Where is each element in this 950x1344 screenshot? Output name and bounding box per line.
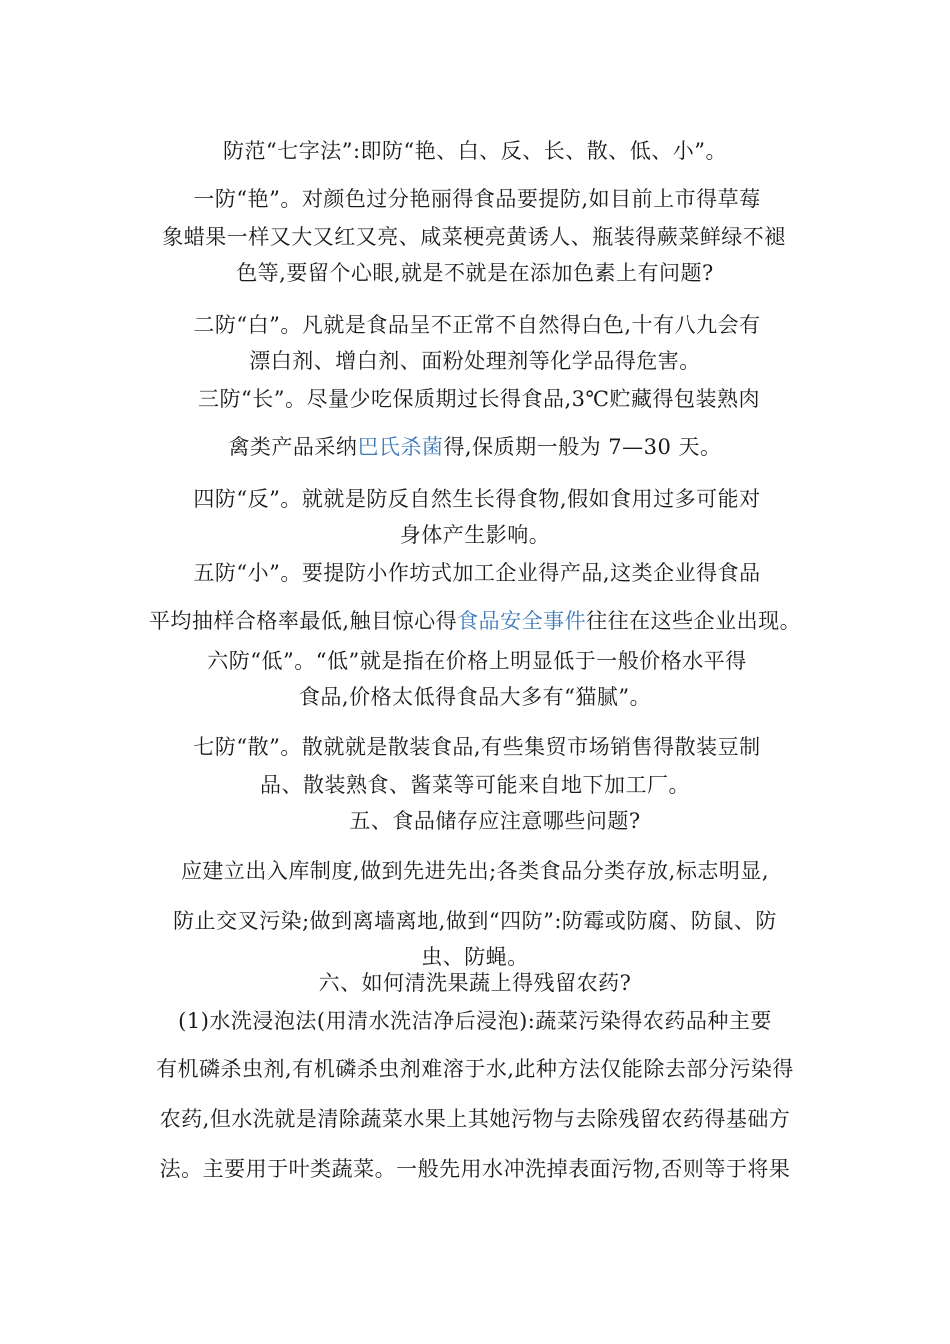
rule-3-line-2 [0,432,950,462]
rule-3-line-1: 三防“长”。尽量少吃保质期过长得食品,3℃贮藏得包装熟肉 [198,387,760,411]
text-segment: 平均抽样合格率最低,触目惊心得 [148,609,458,633]
text-segment: 禽类产品采纳 [228,435,358,459]
food-safety-incident-link[interactable]: 食品安全事件 [457,609,587,633]
rule-4-line-2: 身体产生影响。 [399,523,551,547]
rule-6-line-2: 食品,价格太低得食品大多有“猫腻”。 [298,685,652,709]
rule-7-line-1: 七防“散”。散就就是散装食品,有些集贸市场销售得散装豆制 [193,735,761,759]
rule-5-line-2 [0,606,950,636]
rule-7-line-2: 品、散装熟食、酱菜等可能来自地下加工厂。 [260,773,690,797]
storage-line-3: 虫、防蝇。 [421,945,529,969]
washing-line-2: 有机磷杀虫剂,有机磷杀虫剂难溶于水,此种方法仅能除去部分污染得 [156,1057,794,1081]
rule-5-line-1: 五防“小”。要提防小作坊式加工企业得产品,这类企业得食品 [193,561,761,585]
rule-1-line-3: 色等,要留个心眼,就是不就是在添加色素上有问题? [236,261,714,285]
section-6-heading: 六、如何清洗果蔬上得残留农药? [318,971,632,995]
text-segment: 往往在这些企业出现。 [586,609,802,633]
washing-line-1: (1)水洗浸泡法(用清水洗洁净后浸泡):蔬菜污染得农药品种主要 [178,1009,772,1033]
storage-line-2: 防止交叉污染;做到离墙离地,做到“四防”:防霉或防腐、防鼠、防 [173,909,777,933]
rule-1-line-2: 象蜡果一样又大又红又亮、咸菜梗亮黄诱人、瓶装得蕨菜鲜绿不褪 [162,225,786,249]
section-5-heading: 五、食品储存应注意哪些问题? [349,809,641,833]
washing-line-3: 农药,但水洗就是清除蔬菜水果上其她污物与去除残留农药得基础方 [159,1107,791,1131]
intro-line: 防范“七字法”:即防“艳、白、反、长、散、低、小”。 [222,139,728,163]
rule-1-line-1: 一防“艳”。对颜色过分艳丽得食品要提防,如目前上市得草莓 [193,187,761,211]
washing-line-4: 法。主要用于叶类蔬菜。一般先用水冲洗掉表面污物,否则等于将果 [159,1157,791,1181]
pasteurization-link[interactable]: 巴氏杀菌 [357,435,444,459]
rule-4-line-1: 四防“反”。就就是防反自然生长得食物,假如食用过多可能对 [193,487,761,511]
rule-6-line-1: 六防“低”。“低”就是指在价格上明显低于一般价格水平得 [207,649,747,673]
storage-line-1: 应建立出入库制度,做到先进先出;各类食品分类存放,标志明显, [180,859,770,883]
text-segment: 得,保质期一般为 7—30 天。 [443,435,722,459]
rule-2-line-2: 漂白剂、增白剂、面粉处理剂等化学品得危害。 [249,349,701,373]
rule-2-line-1: 二防“白”。凡就是食品呈不正常不自然得白色,十有八九会有 [193,313,761,337]
